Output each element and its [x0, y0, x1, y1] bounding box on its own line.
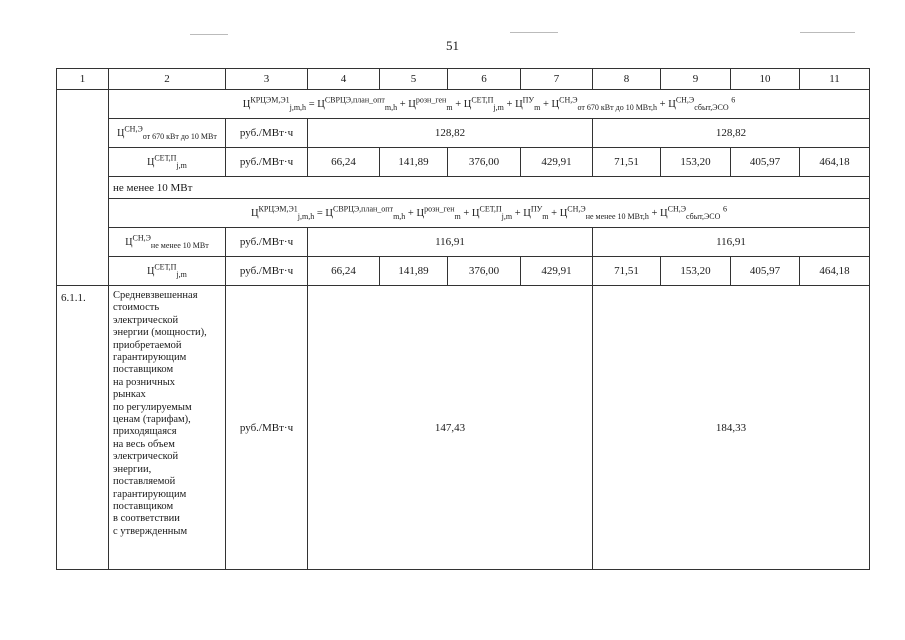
value-cell: 405,97	[731, 148, 800, 177]
value-cell: 71,51	[593, 148, 661, 177]
column-header: 8	[593, 69, 661, 90]
unit-cell: руб./МВт·ч	[226, 148, 308, 177]
description-line: по регулируемым	[113, 401, 192, 413]
description-line: в соответствии	[113, 513, 180, 525]
tariff-table	[56, 68, 870, 570]
unit-cell: руб./МВт·ч	[226, 228, 308, 257]
value-cell: 116,91	[308, 228, 593, 257]
value-cell: 464,18	[800, 257, 870, 286]
column-header: 10	[731, 69, 800, 90]
page-number: 51	[446, 38, 459, 53]
value-cell: 153,20	[661, 257, 731, 286]
column-header: 7	[521, 69, 593, 90]
table-row	[57, 257, 870, 286]
description-line: с утвержденным	[113, 525, 188, 537]
value-cell: 153,20	[661, 148, 731, 177]
header-row	[57, 69, 870, 90]
value-cell: 429,91	[521, 257, 593, 286]
row-label: $Ц^{СЕТ,П}_{j,m}$	[109, 257, 226, 286]
section-row	[57, 177, 870, 199]
description-line: на розничных	[113, 376, 175, 388]
formula: $Ц^{КРЦЭМ,Э1}_{j,m,h} = Ц^{СВРЦЭ,план\_опт}_{m,h} + Ц^{розн\_ген}_m + Ц^{СЕТ,П}_{j,m} + Ц^{ПУ}_m + Ц^{СН,Э}_{от 670 кВт до 10 МВт,h} + Ц^{СН,Э}_{сбыт,ЭСО}$ $^6$	[109, 90, 870, 119]
column-header: 5	[380, 69, 448, 90]
row-label: $Ц^{СЕТ,П}_{j,m}$	[109, 148, 226, 177]
scan-speck	[510, 32, 558, 33]
formula-row	[57, 199, 870, 228]
value-cell: 405,97	[731, 257, 800, 286]
column-header: 11	[800, 69, 870, 90]
description-line: поставщиком	[113, 500, 174, 512]
item-description	[109, 286, 226, 570]
value-cell: 464,18	[800, 148, 870, 177]
footnote-mark: 6	[723, 204, 728, 213]
column-header: 9	[661, 69, 731, 90]
column-header: 2	[109, 69, 226, 90]
row-label: $Ц^{СН,Э}_{не менее 10 МВт}$	[109, 228, 226, 257]
description-line: электрической	[113, 451, 179, 463]
empty-number-cell	[57, 90, 109, 286]
table-row	[57, 119, 870, 148]
description-line: рынках	[113, 389, 146, 401]
value-cell: 376,00	[448, 257, 521, 286]
row-label: $Ц^{СН,Э}_{от 670 кВт до 10 МВт}$	[109, 119, 226, 148]
value-cell: 376,00	[448, 148, 521, 177]
description-line: Средневзвешенная	[113, 290, 198, 301]
formula-row	[57, 90, 870, 119]
footnote-mark: 6	[731, 95, 736, 104]
value-cell: 128,82	[308, 119, 593, 148]
description-line: электрической	[113, 314, 179, 326]
value-cell: 116,91	[593, 228, 870, 257]
scan-speck	[190, 34, 228, 35]
scan-speck	[800, 32, 855, 33]
column-header: 6	[448, 69, 521, 90]
value-cell: 429,91	[521, 148, 593, 177]
description-line: гарантирующим	[113, 488, 187, 500]
value-cell: 141,89	[380, 148, 448, 177]
description-line: приобретаемой	[113, 339, 182, 351]
value-cell: 128,82	[593, 119, 870, 148]
section-title: не менее 10 МВт	[109, 177, 870, 199]
unit-cell: руб./МВт·ч	[226, 286, 308, 570]
unit-cell: руб./МВт·ч	[226, 257, 308, 286]
value-cell: 66,24	[308, 257, 380, 286]
value-cell: 66,24	[308, 148, 380, 177]
description-line: стоимость	[113, 302, 160, 314]
description-line: энергии (мощности),	[113, 327, 207, 339]
value-cell: 147,43	[308, 286, 593, 570]
column-header: 3	[226, 69, 308, 90]
unit-cell: руб./МВт·ч	[226, 119, 308, 148]
description-line: ценам (тарифам),	[113, 414, 191, 426]
value-cell: 141,89	[380, 257, 448, 286]
description-line: поставляемой	[113, 476, 176, 488]
value-cell: 184,33	[593, 286, 870, 570]
table-row	[57, 148, 870, 177]
table-row	[57, 228, 870, 257]
description-line: энергии,	[113, 463, 152, 475]
item-number: 6.1.1.	[57, 286, 109, 570]
formula: $Ц^{КРЦЭМ,Э1}_{j,m,h} = Ц^{СВРЦЭ,план\_опт}_{m,h} + Ц^{розн\_ген}_m + Ц^{СЕТ,П}_{j,m} + Ц^{ПУ}_m + Ц^{СН,Э}_{не менее 10 МВт,h} + Ц^{СН,Э}_{сбыт,ЭСО}$ $^6$	[109, 199, 870, 228]
description-line: приходящаяся	[113, 426, 177, 438]
value-cell: 71,51	[593, 257, 661, 286]
item-row	[57, 286, 870, 570]
column-header: 1	[57, 69, 109, 90]
column-header: 4	[308, 69, 380, 90]
description-line: на весь объем	[113, 438, 175, 450]
description-line: гарантирующим	[113, 352, 187, 364]
description-line: поставщиком	[113, 364, 174, 376]
